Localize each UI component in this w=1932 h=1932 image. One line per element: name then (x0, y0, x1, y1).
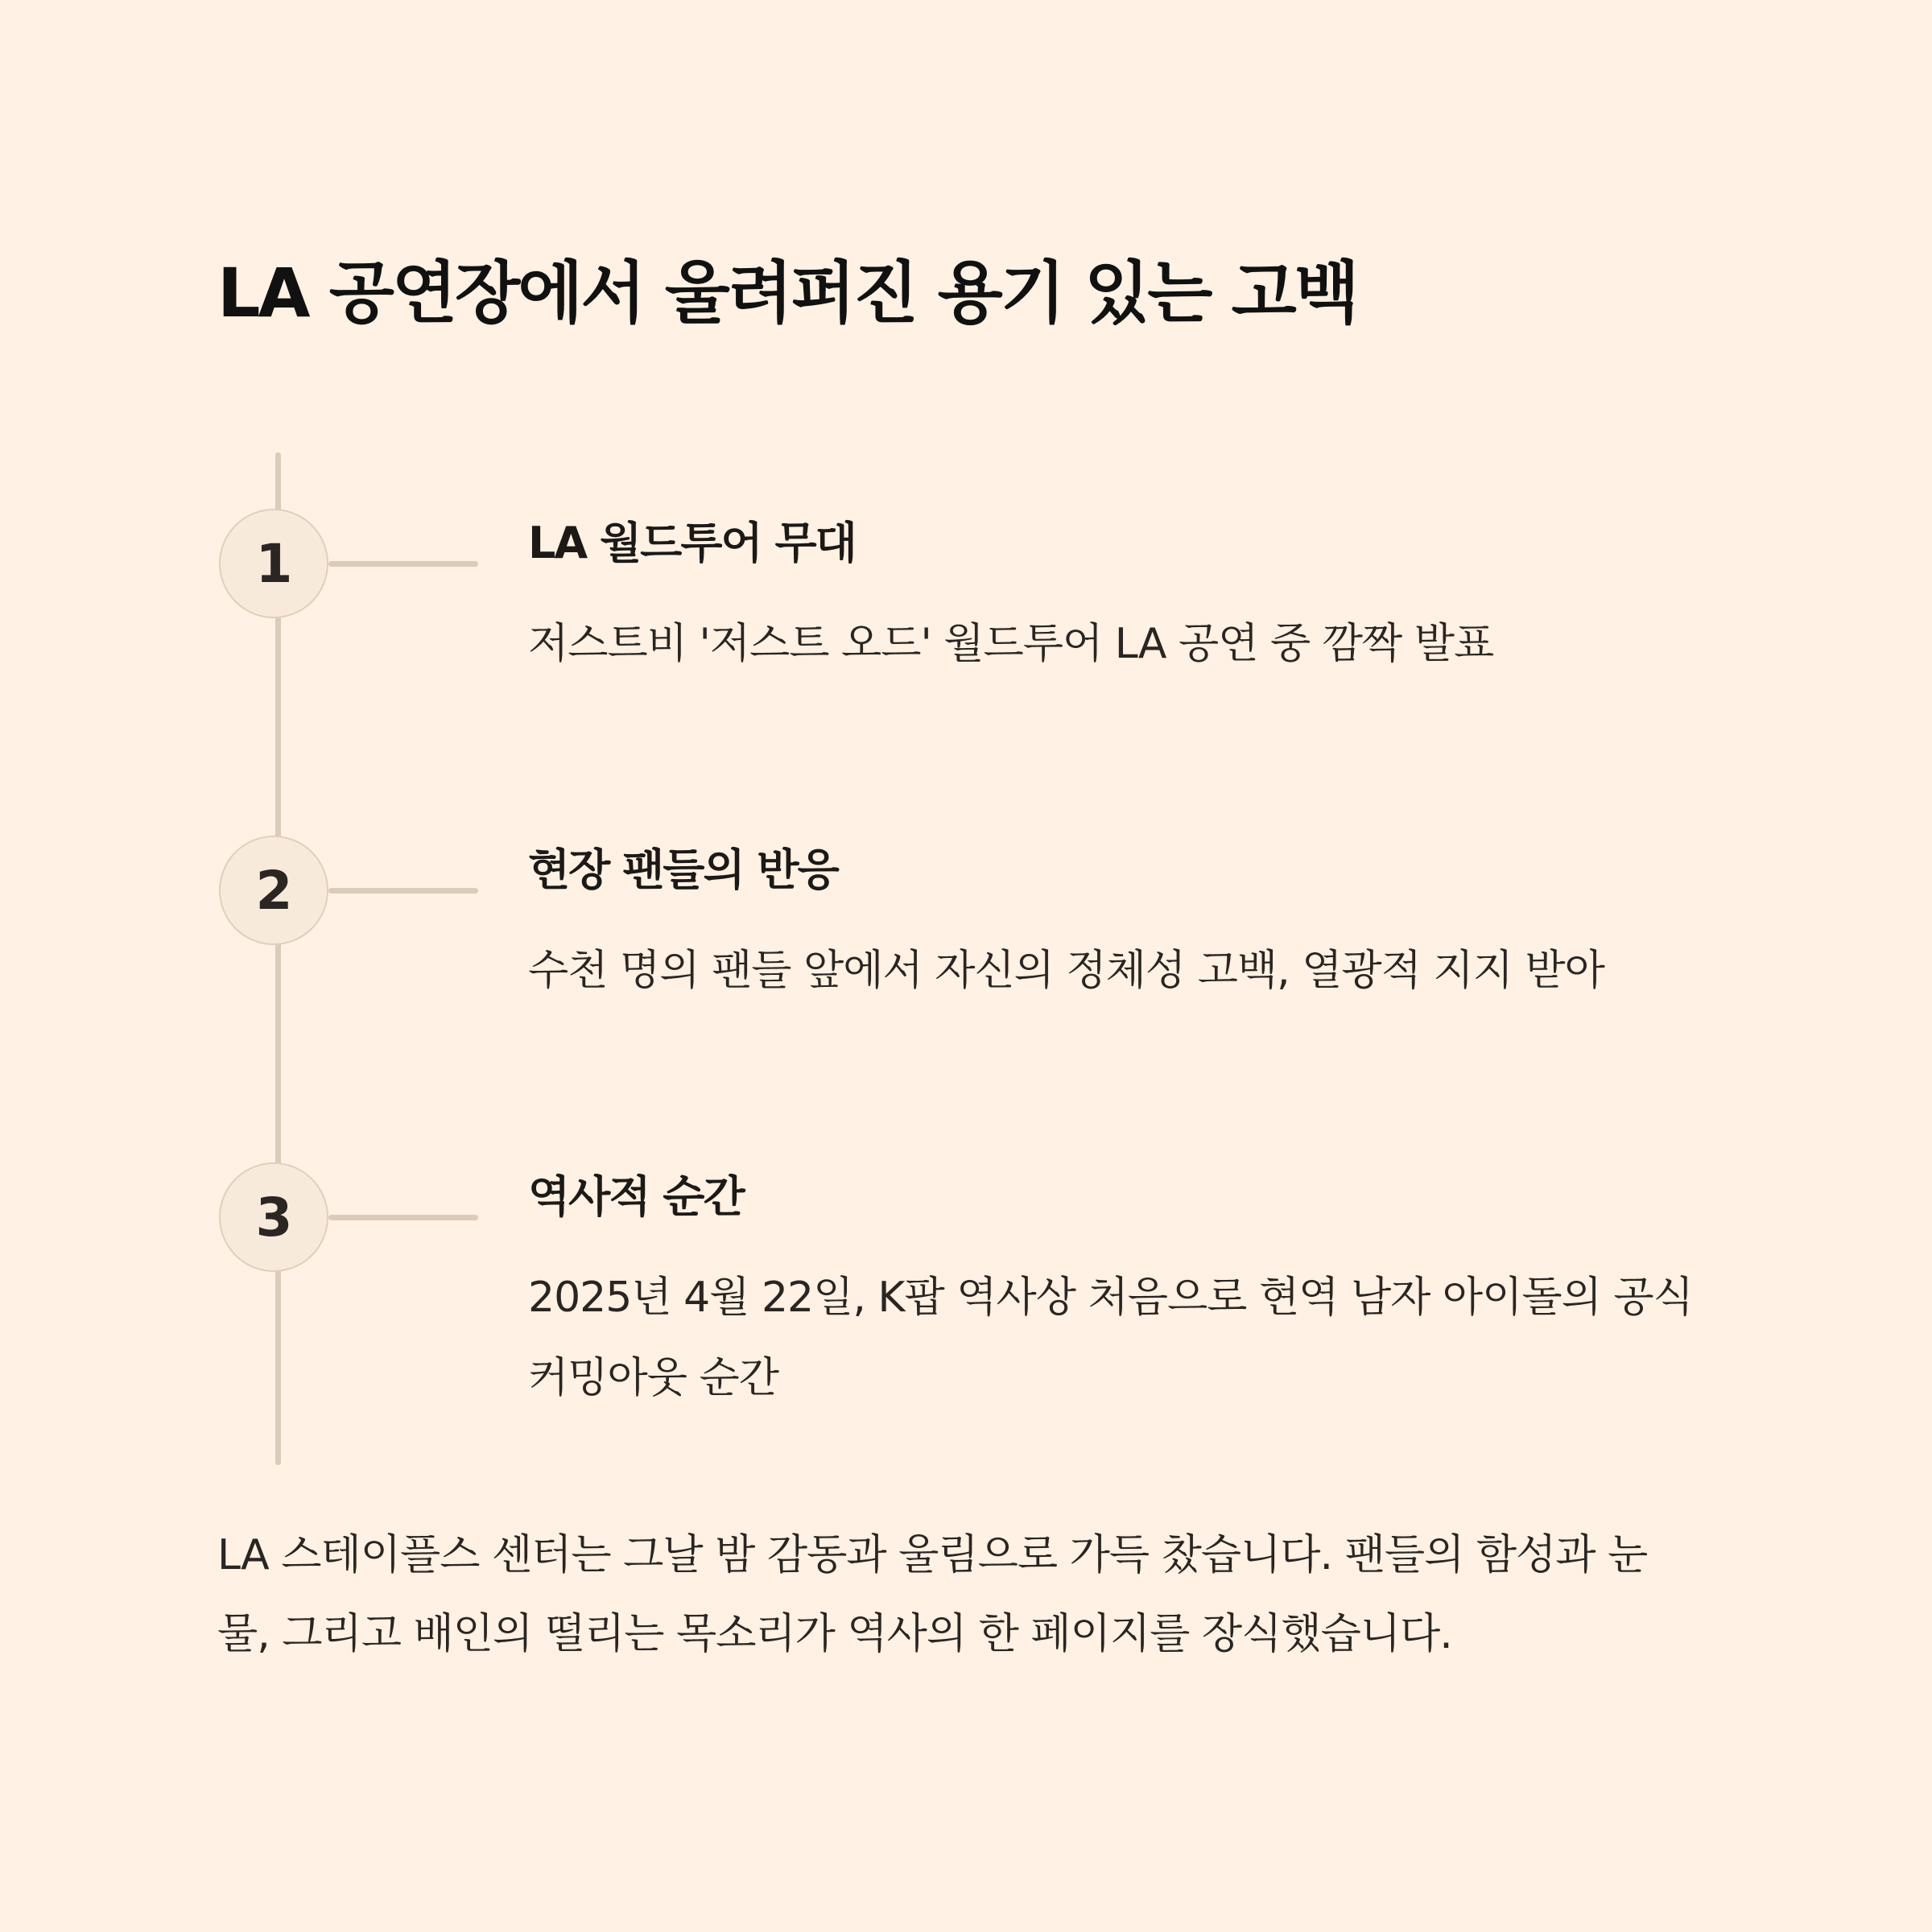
timeline-step-3 (0, 1162, 1932, 1402)
step-description-2: 수천 명의 팬들 앞에서 자신의 정체성 고백, 열광적 지지 받아 (528, 947, 1604, 995)
step-number-badge-1: 1 (219, 509, 328, 618)
timeline-step-2 (0, 836, 1932, 1045)
timeline-step-1 (0, 509, 1932, 718)
step-number-badge-3: 3 (219, 1162, 328, 1272)
step-description-1: 저스트비 '저스트 오드' 월드투어 LA 공연 중 깜짝 발표 (528, 620, 1494, 668)
step-connector-3 (328, 1215, 478, 1220)
step-title-2: 현장 팬들의 반응 (528, 844, 838, 895)
step-connector-2 (328, 888, 478, 894)
step-connector-1 (328, 561, 478, 567)
summary-paragraph: LA 스테이플스 센터는 그날 밤 감동과 울림으로 가득 찼습니다. 팬들의 함성과 눈물, 그리고 배인의 떨리는 목소리가 역사의 한 페이지를 장식했습니다. (217, 1531, 1648, 1658)
step-description-3: 2025년 4월 22일, K팝 역사상 처음으로 현역 남자 아이돌의 공식 커밍아웃 순간 (528, 1274, 1693, 1402)
step-number-badge-2: 2 (219, 836, 328, 945)
step-title-3: 역사적 순간 (528, 1171, 744, 1222)
step-title-1: LA 월드투어 무대 (528, 518, 856, 568)
page-title: LA 공연장에서 울려퍼진 용기 있는 고백 (217, 254, 1357, 332)
